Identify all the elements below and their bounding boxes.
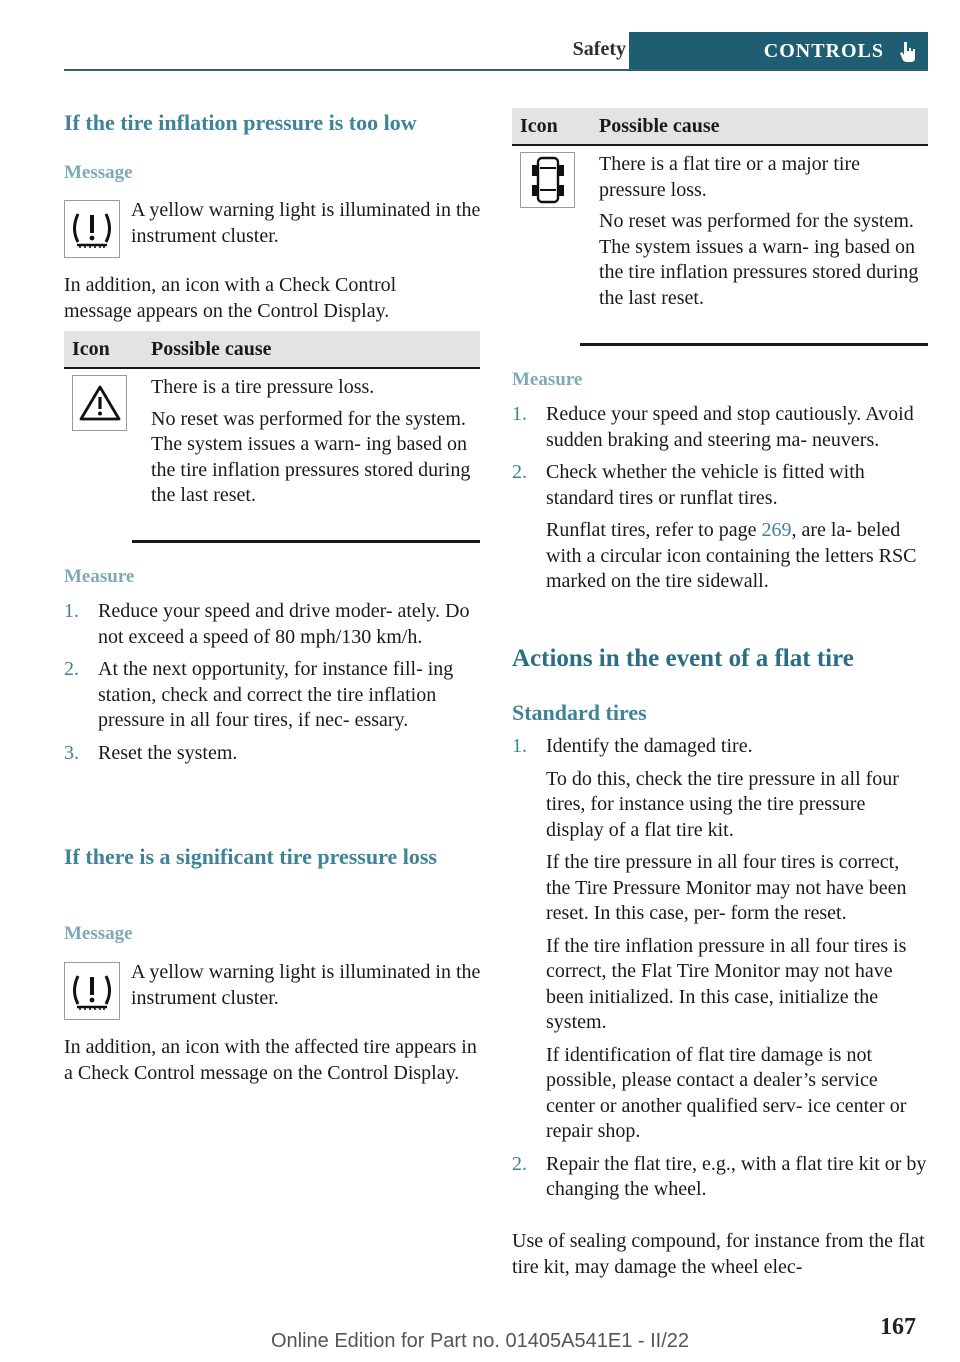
column-header-icon: Icon: [72, 337, 110, 360]
page-number: 167: [880, 1314, 916, 1340]
header-rule: [64, 69, 928, 71]
table-header: [512, 108, 928, 146]
warning-triangle-icon: [72, 375, 127, 431]
header-section-title: Safety: [572, 38, 626, 60]
edition-footer: Online Edition for Part no. 01405A541E1 - II/22: [270, 1330, 690, 1352]
header-chapter-tab: [629, 32, 928, 71]
flat-tire-steps: [512, 734, 928, 1210]
table-row: [64, 369, 480, 541]
cause-text: There is a tire pressure loss.: [151, 376, 375, 398]
list-item: 2. At the next opportunity, for instance fill- ing station, check and correct the tire inflation pressure in all four tires, if nec- essary.: [64, 658, 454, 731]
list-item: 1. Reduce your speed and stop cautiously. Avoid sudden braking and steering ma- neuvers.: [512, 403, 914, 451]
message-block: [64, 962, 481, 1020]
subheading-standard-tires: Standard tires: [512, 700, 647, 725]
heading-significant-loss: If there is a significant tire pressure loss: [64, 844, 437, 869]
pointing-hand-icon: [898, 40, 918, 64]
message-block: [64, 200, 481, 258]
cause-text: No reset was performed for the system. The system issues a warn- ing based on the tire inflation pressures stored during the last reset.: [151, 407, 471, 506]
list-item: 1. Reduce your speed and drive moder- ately. Do not exceed a speed of 80 mph/130 km/h.: [64, 600, 470, 648]
cause-text: No reset was performed for the system. The system issues a warn- ing based on the tire inflation pressures stored during the last reset.: [599, 210, 919, 309]
list-item: 2. Check whether the vehicle is fitted with standard tires or runflat tires. Runflat tires, refer to page 269, are la- beled with a circular icon containing the letters RSC marked on the tire sidewall.: [512, 460, 928, 595]
table-bottom-rule: [132, 540, 480, 543]
column-header-icon: Icon: [520, 114, 558, 137]
sealing-compound-note: Use of sealing compound, for instance from the flat tire kit, may damage the wheel elec-: [512, 1230, 925, 1278]
measure-label: Measure: [64, 566, 135, 587]
cause-table: [512, 108, 928, 344]
list-item: 3. Reset the system.: [64, 741, 238, 764]
heading-flat-tire-actions: Actions in the event of a flat tire: [512, 645, 854, 672]
tire-pressure-warning-icon: [64, 962, 120, 1020]
check-control-note: In addition, an icon with a Check Control message appears on the Control Display.: [64, 274, 397, 322]
cause-text: There is a flat tire or a major tire pressure loss.: [599, 153, 860, 201]
page-reference-link[interactable]: 269: [761, 519, 792, 541]
table-row: [512, 146, 928, 344]
column-header-cause: Possible cause: [151, 337, 272, 360]
affected-tire-note: In addition, an icon with the affected tire appears in a Check Control message on the Control Display.: [64, 1036, 477, 1084]
tire-pressure-warning-icon: [64, 200, 120, 258]
message-text: A yellow warning light is illuminated in the instrument cluster.: [131, 199, 481, 247]
measure-label: Measure: [512, 369, 583, 390]
column-header-cause: Possible cause: [599, 114, 720, 137]
table-header: [64, 331, 480, 369]
message-label: Message: [64, 162, 133, 183]
heading-pressure-too-low: If the tire inflation pressure is too low: [64, 110, 417, 135]
cause-table: [64, 331, 480, 541]
list-item: 2. Repair the flat tire, e.g., with a flat tire kit or by changing the wheel.: [512, 1152, 927, 1200]
measure-steps: [64, 599, 480, 773]
car-tire-icon: [520, 152, 575, 208]
message-label: Message: [64, 923, 133, 944]
runflat-note: Runflat tires, refer to page 269, are la- beled with a circular icon containing the letters RSC marked on the tire sidewall.: [546, 519, 917, 592]
header-chapter-label: CONTROLS: [763, 40, 884, 62]
message-text: A yellow warning light is illuminated in the instrument cluster.: [131, 961, 481, 1009]
table-bottom-rule: [580, 343, 928, 346]
list-item: 1. Identify the damaged tire. To do this, check the tire pressure in all four tires, for instance using the tire pressure display of a flat tire kit. If the tire pressure in all four tires is correct, the Tire Pressure Monitor may not have been reset. In this case, per- form the reset. If the tire inflation pressure in all four tires is correct, the Flat Tire Monitor may not have been initialized. In this case, initialize the system. If identification of flat tire damage is not possible, please contact a dealer’s service center or another qualified serv- ice center or repair shop.: [512, 735, 907, 1142]
measure-steps: [512, 402, 928, 602]
